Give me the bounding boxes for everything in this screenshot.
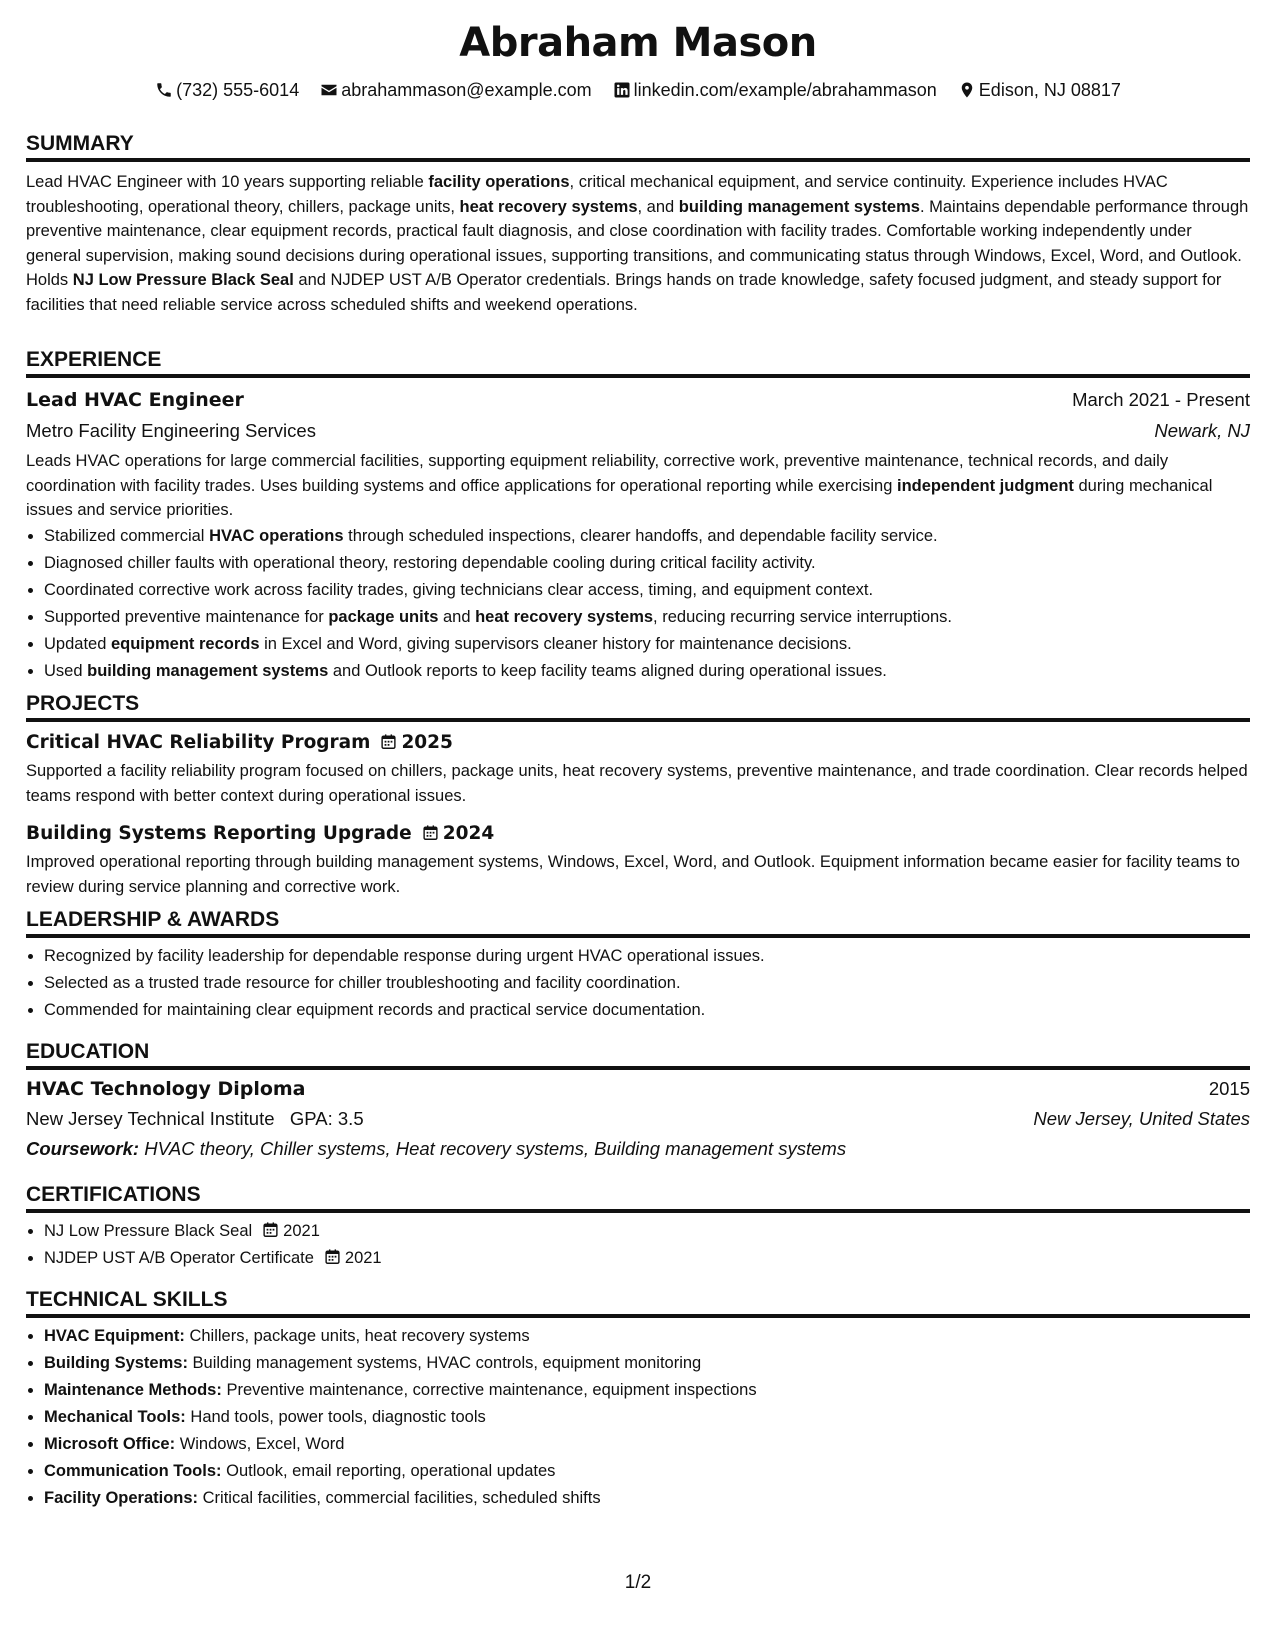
section-title-summary: SUMMARY: [26, 130, 1250, 162]
education-section: [26, 1038, 1250, 1164]
summary-section: [26, 130, 1250, 317]
job-dates: March 2021 - Present: [1072, 389, 1250, 410]
project-description: Supported a facility reliability program focused on chillers, package units, heat recovery systems, preventive maintenance, and trade coordination. Clear records helped teams respond with better context during operational issues.: [26, 762, 1248, 805]
list-item: • Mechanical Tools: Hand tools, power tools, diagnostic tools: [44, 1404, 1250, 1431]
list-item: • Microsoft Office: Windows, Excel, Word: [44, 1431, 1250, 1458]
calendar-icon: [324, 1248, 341, 1265]
job-location: Newark, NJ: [1154, 420, 1250, 441]
degree-name: HVAC Technology Diploma: [26, 1078, 306, 1100]
list-item: • HVAC Equipment: Chillers, package units, heat recovery systems: [44, 1323, 1250, 1350]
list-item: • Selected as a trusted trade resource for chiller troubleshooting and facility coordination.: [44, 970, 1250, 997]
section-title-leadership: LEADERSHIP & AWARDS: [26, 906, 1250, 938]
coursework: Coursework: HVAC theory, Chiller systems, Heat recovery systems, Building management systems: [26, 1138, 847, 1159]
graduation-year: 2015: [1208, 1078, 1250, 1099]
projects-section: [26, 690, 1250, 899]
contact-bar: [26, 80, 1250, 101]
resume-page: [26, 0, 1250, 1650]
list-item: • Supported preventive maintenance for package units and heat recovery systems, reducing recurring service interruptions.: [44, 604, 1250, 631]
phone-text: (732) 555-6014: [176, 80, 300, 100]
contact-location: [958, 80, 1121, 101]
list-item: • Coordinated corrective work across facility trades, giving technicians clear access, timing, and equipment context.: [44, 577, 1250, 604]
list-item: • Building Systems: Building management systems, HVAC controls, equipment monitoring: [44, 1350, 1250, 1377]
phone-icon: [155, 81, 173, 99]
contact-phone[interactable]: [155, 80, 299, 101]
linkedin-text: linkedin.com/example/abrahammason: [633, 80, 937, 100]
contact-linkedin[interactable]: [613, 80, 937, 101]
experience-section: [26, 346, 1250, 685]
candidate-name: Abraham Mason: [459, 20, 817, 66]
project-title: Building Systems Reporting Upgrade 2024: [26, 823, 495, 844]
company-name: Metro Facility Engineering Services: [26, 420, 316, 441]
job-description: Leads HVAC operations for large commercial facilities, supporting equipment reliability, corrective work, preventive maintenance, technical records, and daily coordination with facility trades. Uses building systems and office applications for operational reporting while exercising independent judgment during mechanical issues and service priorities.: [26, 452, 1213, 519]
calendar-icon: [422, 824, 439, 841]
job-bullets: [26, 523, 1250, 685]
job-title: Lead HVAC Engineer: [26, 389, 244, 411]
skills-list: [26, 1323, 1250, 1512]
project-title: Critical HVAC Reliability Program 2025: [26, 732, 453, 753]
section-title-experience: EXPERIENCE: [26, 346, 1250, 378]
calendar-icon: [262, 1221, 279, 1238]
list-item: • NJDEP UST A/B Operator Certificate 2021: [44, 1245, 1250, 1272]
leadership-bullets: [26, 943, 1250, 1024]
list-item: • Maintenance Methods: Preventive maintenance, corrective maintenance, equipment inspections: [44, 1377, 1250, 1404]
school-name: New Jersey Technical Institute GPA: 3.5: [26, 1108, 364, 1129]
map-pin-icon: [958, 81, 976, 99]
section-title-skills: TECHNICAL SKILLS: [26, 1286, 1250, 1318]
certifications-section: [26, 1181, 1250, 1272]
linkedin-icon: [613, 81, 631, 99]
email-text: abrahammason@example.com: [341, 80, 592, 100]
section-title-certifications: CERTIFICATIONS: [26, 1181, 1250, 1213]
list-item: • Stabilized commercial HVAC operations through scheduled inspections, clearer handoffs, and dependable facility service.: [44, 523, 1250, 550]
summary-text: Lead HVAC Engineer with 10 years supporting reliable facility operations, critical mechanical equipment, and service continuity. Experience includes HVAC troubleshooting, operational theory, chillers, package units, heat recovery systems, and building management systems. Maintains dependable performance through preventive maintenance, clear equipment records, practical fault diagnosis, and close coordination with facility trades. Comfortable working independently under general supervision, making sound decisions during operational issues, supporting transitions, and communicating status through Windows, Excel, Word, and Outlook. Holds NJ Low Pressure Black Seal and NJDEP UST A/B Operator credentials. Brings hands on trade knowledge, safety focused judgment, and steady support for facilities that need reliable service across scheduled shifts and weekend operations.: [26, 173, 1249, 314]
list-item: • NJ Low Pressure Black Seal 2021: [44, 1218, 1250, 1245]
school-location: New Jersey, United States: [1033, 1108, 1250, 1129]
gpa: GPA: 3.5: [289, 1108, 364, 1129]
list-item: • Diagnosed chiller faults with operational theory, restoring dependable cooling during critical facility activity.: [44, 550, 1250, 577]
list-item: • Commended for maintaining clear equipment records and practical service documentation.: [44, 997, 1250, 1024]
section-title-projects: PROJECTS: [26, 690, 1250, 722]
contact-email[interactable]: [320, 80, 591, 101]
list-item: • Recognized by facility leadership for dependable response during urgent HVAC operational issues.: [44, 943, 1250, 970]
list-item: • Updated equipment records in Excel and Word, giving supervisors cleaner history for maintenance decisions.: [44, 631, 1250, 658]
list-item: • Communication Tools: Outlook, email reporting, operational updates: [44, 1458, 1250, 1485]
project-description: Improved operational reporting through building management systems, Windows, Excel, Word, and Outlook. Equipment information became easier for facility teams to review during service planning and corrective work.: [26, 853, 1240, 896]
list-item: • Used building management systems and Outlook reports to keep facility teams aligned during operational issues.: [44, 658, 1250, 685]
list-item: • Facility Operations: Critical facilities, commercial facilities, scheduled shifts: [44, 1485, 1250, 1512]
skills-section: [26, 1286, 1250, 1512]
certifications-list: [26, 1218, 1250, 1272]
envelope-icon: [320, 81, 338, 99]
section-title-education: EDUCATION: [26, 1038, 1250, 1070]
page-number: 1/2: [624, 1572, 652, 1593]
location-text: Edison, NJ 08817: [978, 80, 1121, 100]
leadership-section: [26, 906, 1250, 1024]
calendar-icon: [380, 733, 397, 750]
